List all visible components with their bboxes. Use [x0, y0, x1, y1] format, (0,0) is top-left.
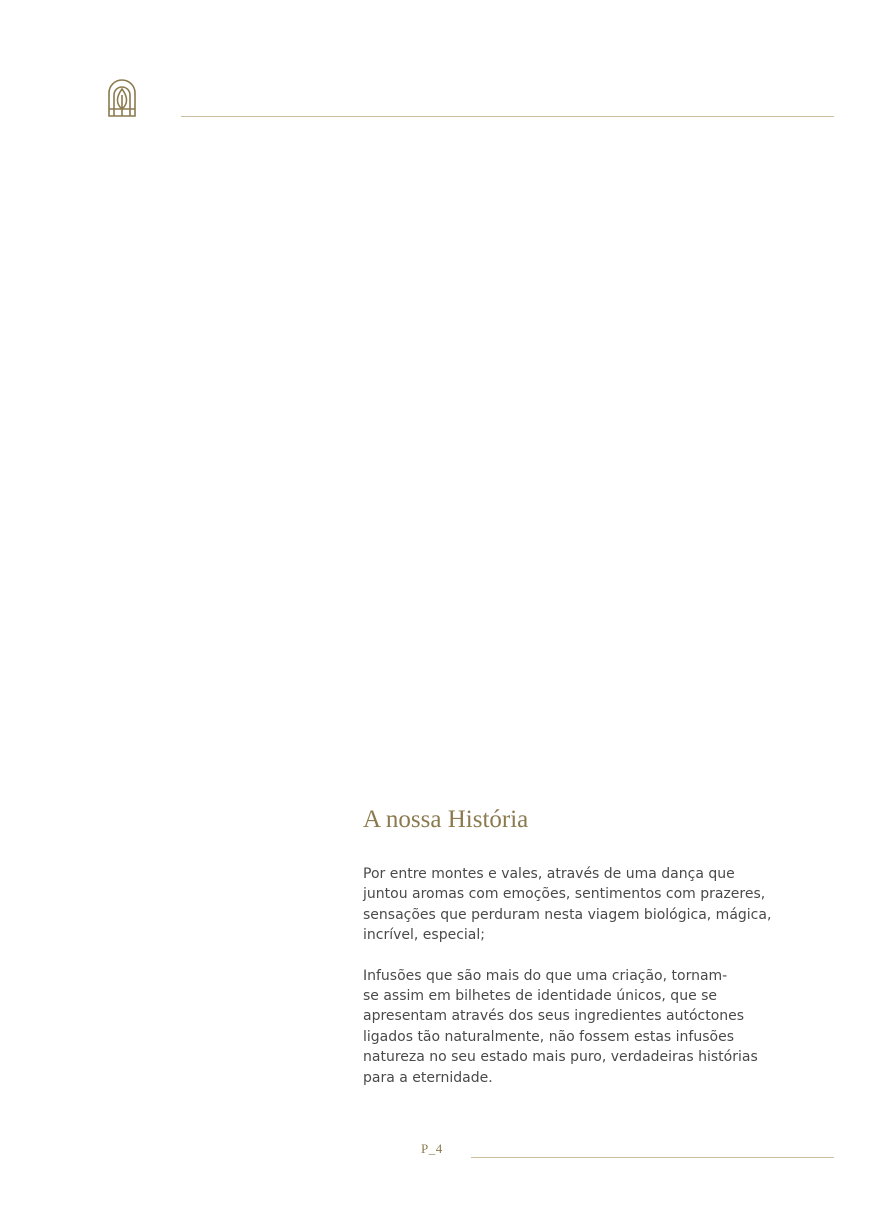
body-text [363, 864, 813, 1108]
footer-divider [471, 1157, 834, 1158]
text-line: natureza no seu estado mais puro, verdadeiras histórias [363, 1049, 758, 1066]
header-divider [181, 116, 834, 117]
text-line: se assim em bilhetes de identidade únicos, que se [363, 988, 718, 1005]
text-line: para a eternidade. [363, 1069, 493, 1086]
paragraph-1 [363, 864, 813, 946]
page-number: P_4 [421, 1141, 443, 1156]
arched-window-leaf-icon [106, 78, 138, 118]
text-line: Por entre montes e vales, através de uma dança que [363, 866, 735, 882]
text-line: Infusões que são mais do que uma criação, tornam- [363, 967, 728, 984]
text-line: apresentam através dos seus ingredientes autóctones [363, 1008, 745, 1025]
text-line: incrível, especial; [363, 927, 485, 944]
text-line: ligados tão naturalmente, não fossem estas infusões [363, 1028, 734, 1045]
section-title: A nossa História [363, 806, 529, 833]
paragraph-2 [363, 966, 813, 1088]
text-line: sensações que perduram nesta viagem biológica, mágica, [363, 906, 772, 923]
text-line: juntou aromas com emoções, sentimentos com prazeres, [363, 886, 766, 903]
